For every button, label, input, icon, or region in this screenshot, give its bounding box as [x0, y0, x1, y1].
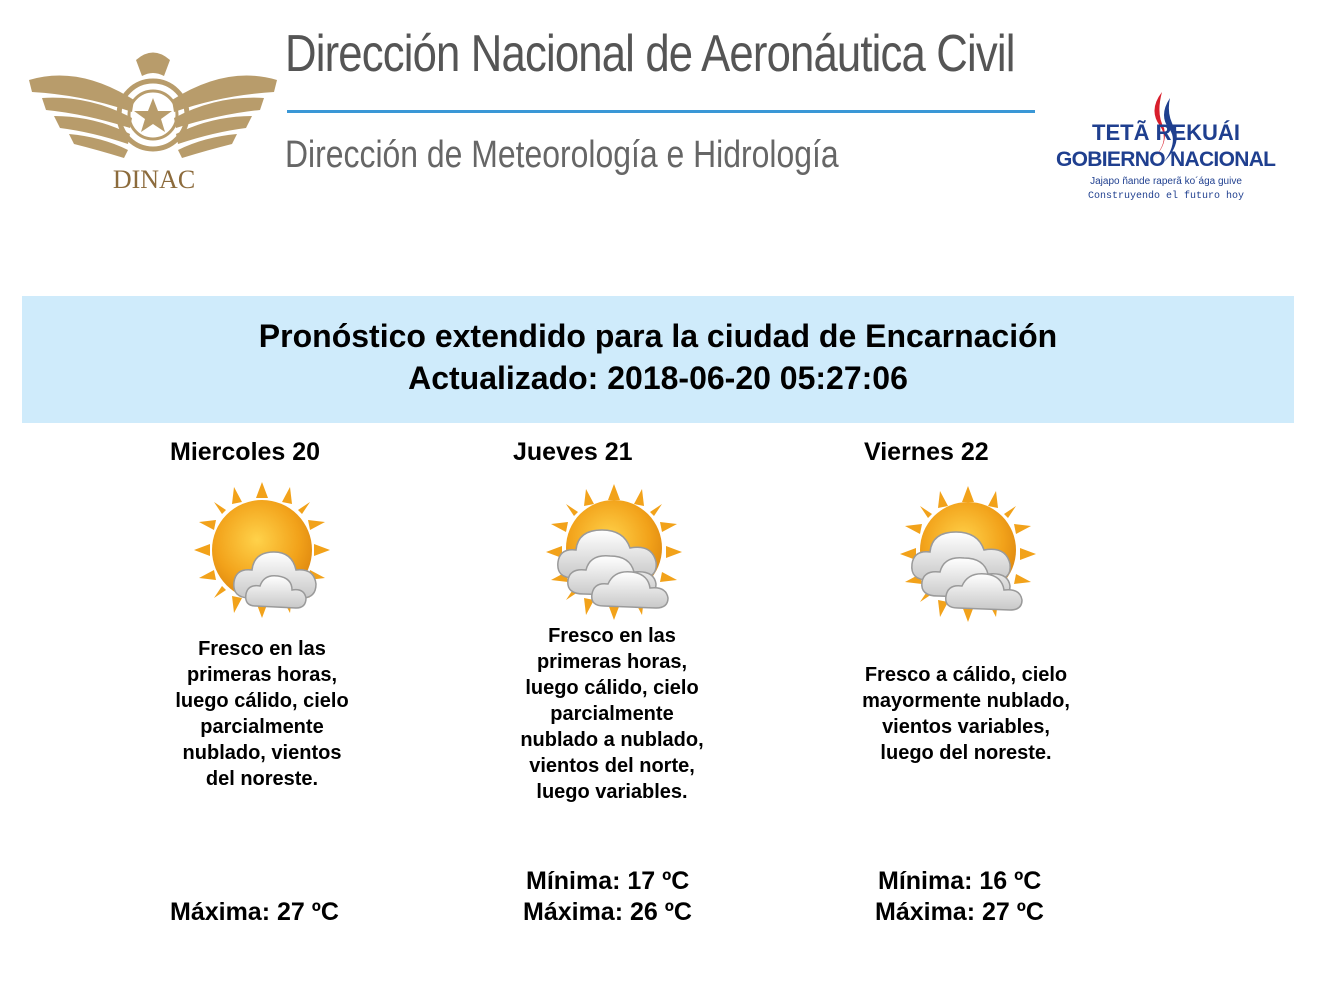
- gov-logo-line4: Construyendo el futuro hoy: [1087, 191, 1245, 202]
- day-description: Fresco en las primeras horas, luego cálido, cielo parcialmente nublado, vientos del noreste.: [175, 638, 349, 790]
- day-maxima: Máxima: 27 ºC: [875, 898, 1044, 926]
- day-minima: Mínima: 17 ºC: [526, 867, 690, 895]
- gobierno-nacional-logo: [1050, 88, 1282, 206]
- forecast-updated: Actualizado: 2018-06-20 05:27:06: [408, 360, 908, 396]
- day-description: Fresco a cálido, cielo mayormente nublado, vientos variables, luego del noreste.: [862, 664, 1070, 764]
- partly-cloudy-icon: [544, 482, 684, 622]
- partly-cloudy-icon: [898, 484, 1038, 624]
- day-title: Viernes 22: [864, 438, 989, 466]
- forecast-title: Pronóstico extendido para la ciudad de Encarnación: [258, 318, 1058, 354]
- day-maxima: Máxima: 27 ºC: [170, 898, 339, 926]
- org-title: Dirección Nacional de Aeronáutica Civil: [285, 22, 949, 86]
- dinac-logo: [24, 40, 282, 200]
- partly-cloudy-icon: [192, 480, 332, 620]
- gov-logo-line2: GOBIERNO NACIONAL: [1056, 148, 1276, 171]
- day-maxima: Máxima: 26 ºC: [523, 898, 692, 926]
- org-subtitle: Dirección de Meteorología e Hidrología: [285, 134, 839, 176]
- gov-logo-line3: Jajapo ñande raperã ko´ága guive: [1090, 176, 1242, 187]
- gov-logo-line1: TETÃ REKUÁI: [1092, 120, 1240, 145]
- day-description: Fresco en las primeras horas, luego cálido, cielo parcialmente nublado a nublado, vientos del norte, luego variables.: [520, 625, 704, 803]
- day-title: Jueves 21: [513, 438, 633, 466]
- header-divider: [287, 110, 1035, 113]
- dinac-logo-text: DINAC: [112, 165, 196, 194]
- day-minima: Mínima: 16 ºC: [878, 867, 1042, 895]
- day-title: Miercoles 20: [170, 438, 321, 466]
- forecast-banner: [22, 296, 1294, 423]
